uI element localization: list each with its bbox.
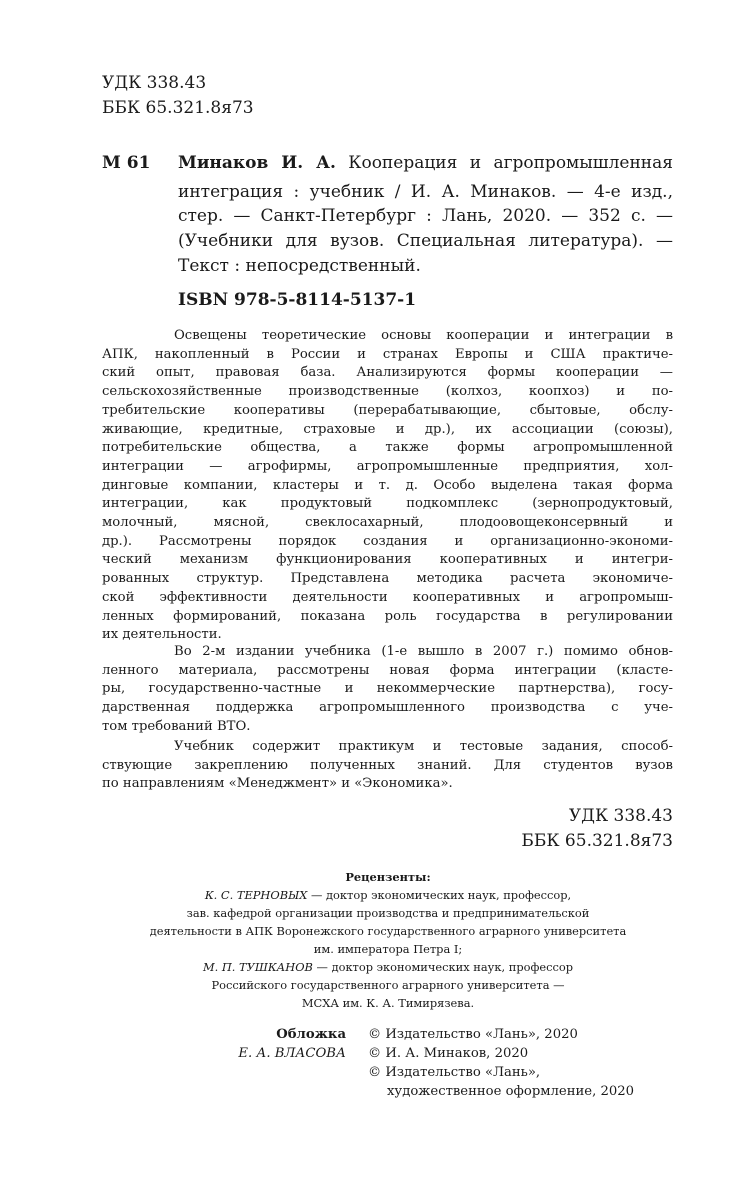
- reviewer-line: им. императора Петра I;: [313, 942, 463, 956]
- abstract-line: том требований ВТО.: [102, 718, 251, 734]
- reviewer-line: [102, 888, 674, 902]
- abstract-line: ской эффективности деятельности кооперативных и агропромыш-: [102, 589, 673, 605]
- abstract-line: ствующие закреплению полученных знаний. Для студентов вузов: [102, 757, 673, 773]
- entry-line: стер. — Санкт-Петербург : Лань, 2020. — 352 с. —: [178, 206, 673, 226]
- abstract-line: ческий механизм функционирования кооперативных и интегри-: [102, 552, 673, 568]
- abstract-line: ский опыт, правовая база. Анализируются формы кооперации —: [102, 365, 673, 381]
- isbn: ISBN 978-5-8114-5137-1: [178, 290, 417, 310]
- reviewer-line: [102, 960, 674, 974]
- cover-label: Обложка: [276, 1027, 346, 1042]
- udk-code: УДК 338.43: [102, 73, 207, 93]
- entry-line: интеграция : учебник / И. А. Минаков. — 4-е изд.,: [178, 182, 673, 202]
- abstract-line: ленного материала, рассмотрены новая форма интеграции (класте-: [102, 662, 673, 678]
- reviewer-name: М. П. ТУШКАНОВ: [202, 960, 313, 974]
- abstract-line: Во 2-м издании учебника (1-е вышло в 2007 г.) помимо обнов-: [174, 644, 673, 659]
- entry-line: (Учебники для вузов. Специальная литература). —: [178, 231, 673, 251]
- abstract-line: их деятельности.: [102, 627, 222, 643]
- reviewer-line: деятельности в АПК Воронежского государственного аграрного университета: [149, 924, 627, 938]
- reviewers-title: Рецензенты:: [345, 870, 431, 884]
- copyright-line: художественное оформление, 2020: [387, 1084, 635, 1099]
- copyright-line: © И. А. Минаков, 2020: [368, 1046, 529, 1061]
- copyright-line: © Издательство «Лань»,: [368, 1065, 541, 1080]
- abstract-line: молочный, мясной, свеклосахарный, плодоовощеконсервный и: [102, 515, 673, 530]
- reviewer-text: — доктор экономических наук, профессор,: [307, 888, 572, 902]
- reviewer-name: К. С. ТЕРНОВЫХ: [204, 888, 308, 902]
- reviewer-line: зав. кафедрой организации производства и предпринимательской: [186, 906, 590, 920]
- abstract-line: ленных формирований, показана роль государства в регулировании: [102, 608, 673, 624]
- abstract-line: АПК, накопленный в России и странах Европы и США практиче-: [102, 346, 673, 362]
- abstract-line: сельскохозяйственные производственные (колхоз, коопхоз) и по-: [102, 384, 673, 400]
- abstract-line: по направлениям «Менеджмент» и «Экономика».: [102, 776, 453, 792]
- abstract-line: интеграции — агрофирмы, агропромышленные предприятия, хол-: [102, 458, 673, 474]
- abstract-line: ры, государственно-частные и некоммерческие партнерства), госу-: [102, 681, 673, 697]
- reviewer-line: Российского государственного аграрного университета —: [211, 978, 565, 992]
- reviewer-text: — доктор экономических наук, профессор: [312, 960, 574, 974]
- bbk-code-footer: ББК 65.321.8я73: [521, 831, 673, 851]
- author-mark: М 61: [102, 153, 151, 173]
- abstract-line: Учебник содержит практикум и тестовые задания, способ-: [174, 739, 673, 754]
- abstract-line: рованных структур. Представлена методика расчета экономиче-: [102, 571, 673, 587]
- bbk-code: ББК 65.321.8я73: [102, 98, 254, 118]
- copyright-line: © Издательство «Лань», 2020: [368, 1027, 578, 1042]
- abstract-line: потребительские общества, а также формы агропромышленной: [102, 440, 673, 456]
- abstract-line: дарственная поддержка агропромышленного производства с уче-: [102, 700, 673, 716]
- abstract-line: живающие, кредитные, страховые и др.), их ассоциации (союзы),: [102, 421, 673, 437]
- author-name: Минаков И. А.: [178, 153, 336, 173]
- entry-title: Кооперация и агропромышленная: [348, 153, 673, 173]
- entry-line: Текст : непосредственный.: [178, 256, 421, 276]
- abstract-line: др.). Рассмотрены порядок создания и организационно-экономи-: [102, 533, 673, 549]
- abstract-line: требительские кооперативы (перерабатывающие, сбытовые, обслу-: [102, 402, 673, 418]
- entry-line-1: [178, 153, 673, 173]
- reviewer-line: МСХА им. К. А. Тимирязева.: [301, 996, 475, 1010]
- abstract-line: Освещены теоретические основы кооперации и интеграции в: [174, 328, 673, 343]
- udk-code-footer: УДК 338.43: [568, 806, 673, 826]
- abstract-line: динговые компании, кластеры и т. д. Особо выделена такая форма: [102, 477, 673, 493]
- abstract-line: интеграции, как продуктовый подкомплекс (зернопродуктовый,: [102, 496, 673, 512]
- cover-artist: Е. А. ВЛАСОВА: [238, 1046, 346, 1061]
